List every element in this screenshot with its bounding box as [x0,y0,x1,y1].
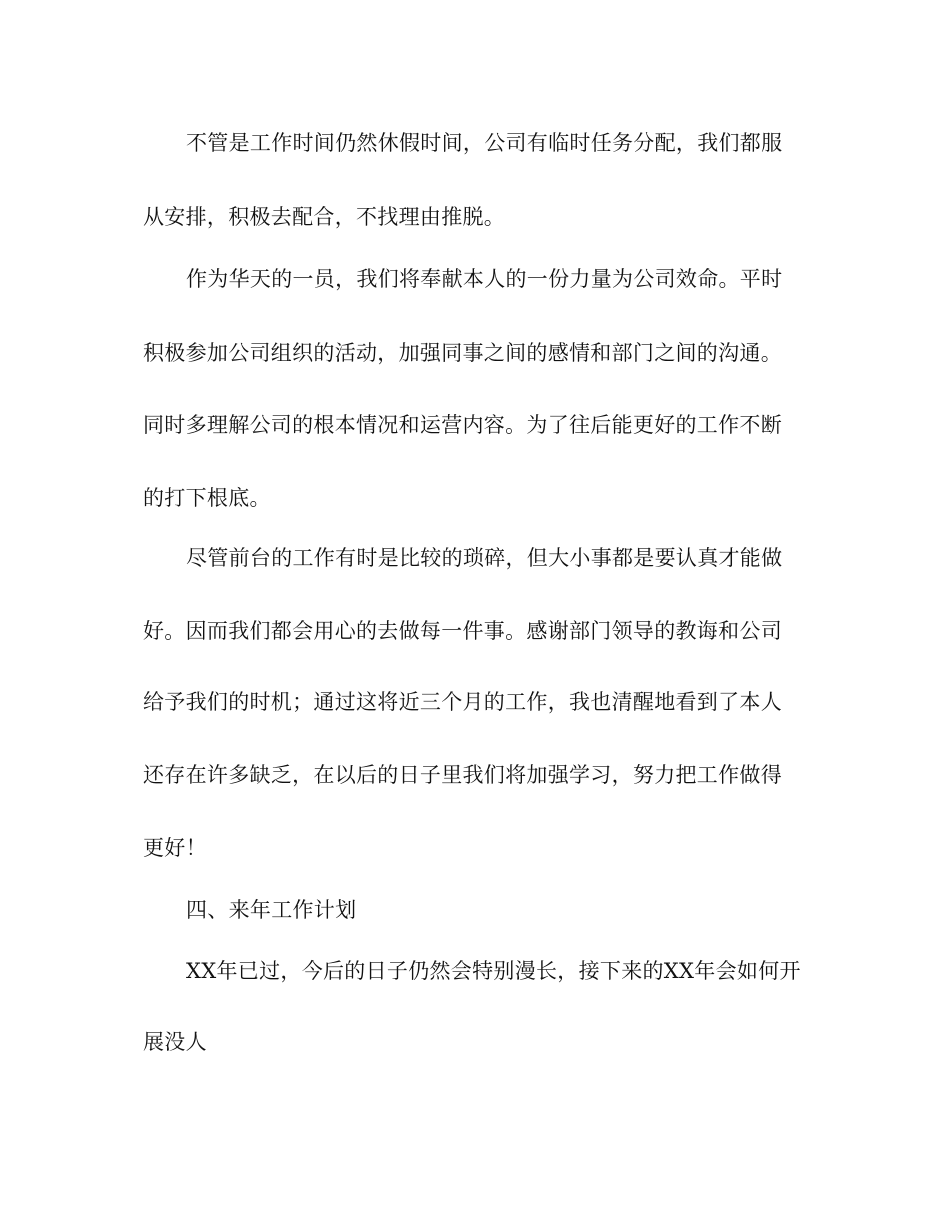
paragraph-1-line-1: 不管是工作时间仍然休假时间，公司有临时任务分配，我们都服 [186,131,783,155]
paragraph-3-line-1: 尽管前台的工作有时是比较的琐碎，但大小事都是要认真才能做 [186,546,783,570]
paragraph-3-line-2: 好。因而我们都会用心的去做每一件事。感谢部门领导的教诲和公司 [143,619,782,643]
paragraph-2-line-3: 同时多理解公司的根本情况和运营内容。为了往后能更好的工作不断 [143,413,782,437]
paragraph-2-line-1: 作为华天的一员，我们将奉献本人的一份力量为公司效命。平时 [186,267,783,291]
paragraph-3-line-4: 还存在许多缺乏，在以后的日子里我们将加强学习，努力把工作做得 [143,763,782,787]
paragraph-4-line-1: XX年已过，今后的日子仍然会特别漫长，接下来的XX年会如何开 [186,959,801,983]
paragraph-2-line-4: 的打下根底。 [143,486,271,510]
paragraph-3-line-5: 更好！ [143,836,207,860]
section-heading: 四、来年工作计划 [186,898,357,922]
paragraph-4-line-2: 展没人 [143,1030,207,1054]
paragraph-3-line-3: 给予我们的时机；通过这将近三个月的工作，我也清醒地看到了本人 [143,690,782,714]
paragraph-2-line-2: 积极参加公司组织的活动，加强同事之间的感情和部门之间的沟通。 [143,341,782,365]
paragraph-1-line-2: 从安排，积极去配合，不找理由推脱。 [143,205,506,229]
